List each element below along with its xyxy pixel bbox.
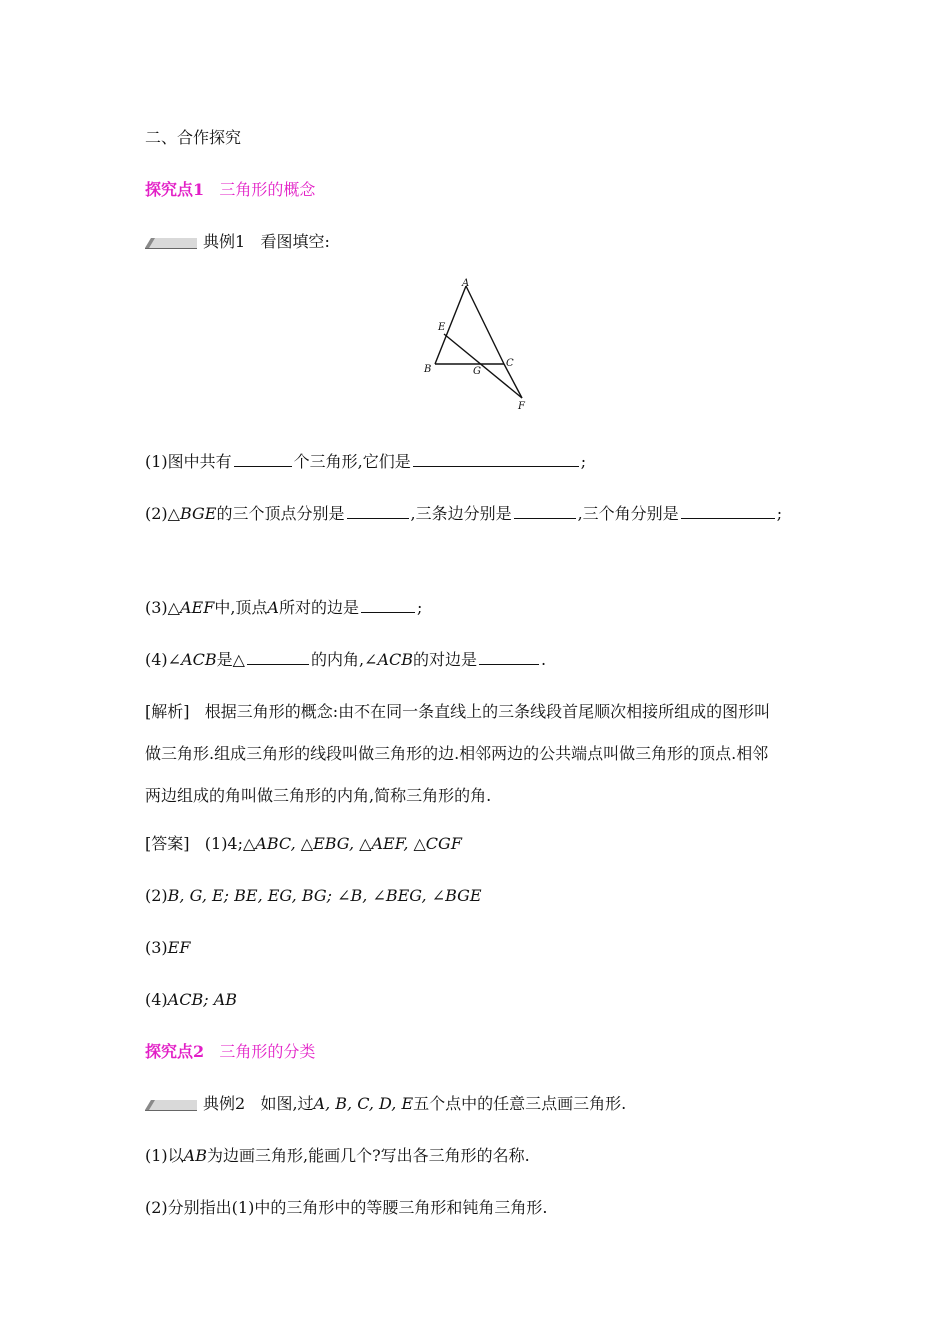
label-b: B [424, 364, 432, 375]
example-badge-icon [145, 1098, 197, 1112]
answer-line-1: [答案] (1)4;△ABC, △EBG, △AEF, △CGF [145, 834, 462, 853]
question-1: (1)图中共有 个三角形,它们是 ; [145, 452, 587, 471]
example2-question-1: (1)以AB为边画三角形,能画几个?写出各三角形的名称. [145, 1146, 530, 1165]
answer-line-3: (3)EF [145, 938, 191, 957]
example2-label: 典例2 [203, 1094, 246, 1113]
label-g: G [473, 366, 481, 377]
answer-blank[interactable] [234, 452, 292, 467]
label-a: A [462, 278, 470, 289]
answer-blank[interactable] [347, 504, 409, 519]
segment-cf [504, 364, 522, 398]
point2-title: 三角形的分类 [219, 1042, 316, 1061]
answer-blank[interactable] [247, 650, 309, 665]
label-e: E [438, 322, 446, 333]
answer-blank[interactable] [361, 598, 415, 613]
analysis-line-1: [解析] 根据三角形的概念:由不在同一条直线上的三条线段首尾顺次相接所组成的图形叫 [145, 702, 771, 721]
analysis-line-2: 做三角形.组成三角形的线段叫做三角形的边.相邻两边的公共端点叫做三角形的顶点.相邻 [145, 744, 769, 763]
label-f: F [518, 401, 525, 412]
point1-title: 三角形的概念 [219, 180, 316, 199]
answer-label: [答案] [145, 834, 190, 853]
answer-blank[interactable] [479, 650, 539, 665]
example1-prompt: 看图填空: [260, 232, 330, 251]
segment-ac [466, 286, 504, 364]
example-badge-icon [145, 236, 197, 250]
point2-label: 探究点2 [145, 1042, 205, 1061]
question-2: (2)△BGE的三个顶点分别是 ,三条边分别是 ,三个角分别是 ; [145, 504, 783, 523]
answer-blank[interactable] [681, 504, 775, 519]
example2-heading: 典例2 如图,过A, B, C, D, E五个点中的任意三点画三角形. [145, 1094, 626, 1114]
point2-heading [145, 1042, 315, 1062]
example1-label: 典例1 [203, 232, 246, 251]
question-4: (4)∠ACB是△ 的内角,∠ACB的对边是 . [145, 650, 547, 669]
point1-label: 探究点1 [145, 180, 205, 199]
section-title: 二、合作探究 [145, 128, 242, 147]
example2-question-2: (2)分别指出(1)中的三角形中的等腰三角形和钝角三角形. [145, 1198, 548, 1217]
analysis-label: [解析] [145, 702, 190, 721]
point1-heading [145, 180, 315, 200]
answer-line-4: (4)ACB; AB [145, 990, 238, 1009]
answer-blank[interactable] [514, 504, 576, 519]
analysis-line-3: 两边组成的角叫做三角形的内角,简称三角形的角. [145, 786, 492, 805]
label-c: C [506, 358, 514, 369]
triangle-figure [418, 278, 538, 413]
question-3: (3)△AEF中,顶点A所对的边是 ; [145, 598, 423, 617]
answer-line-2: (2)B, G, E; BE, EG, BG; ∠B, ∠BEG, ∠BGE [145, 886, 482, 905]
example1-heading [145, 232, 330, 252]
answer-blank[interactable] [413, 452, 579, 467]
